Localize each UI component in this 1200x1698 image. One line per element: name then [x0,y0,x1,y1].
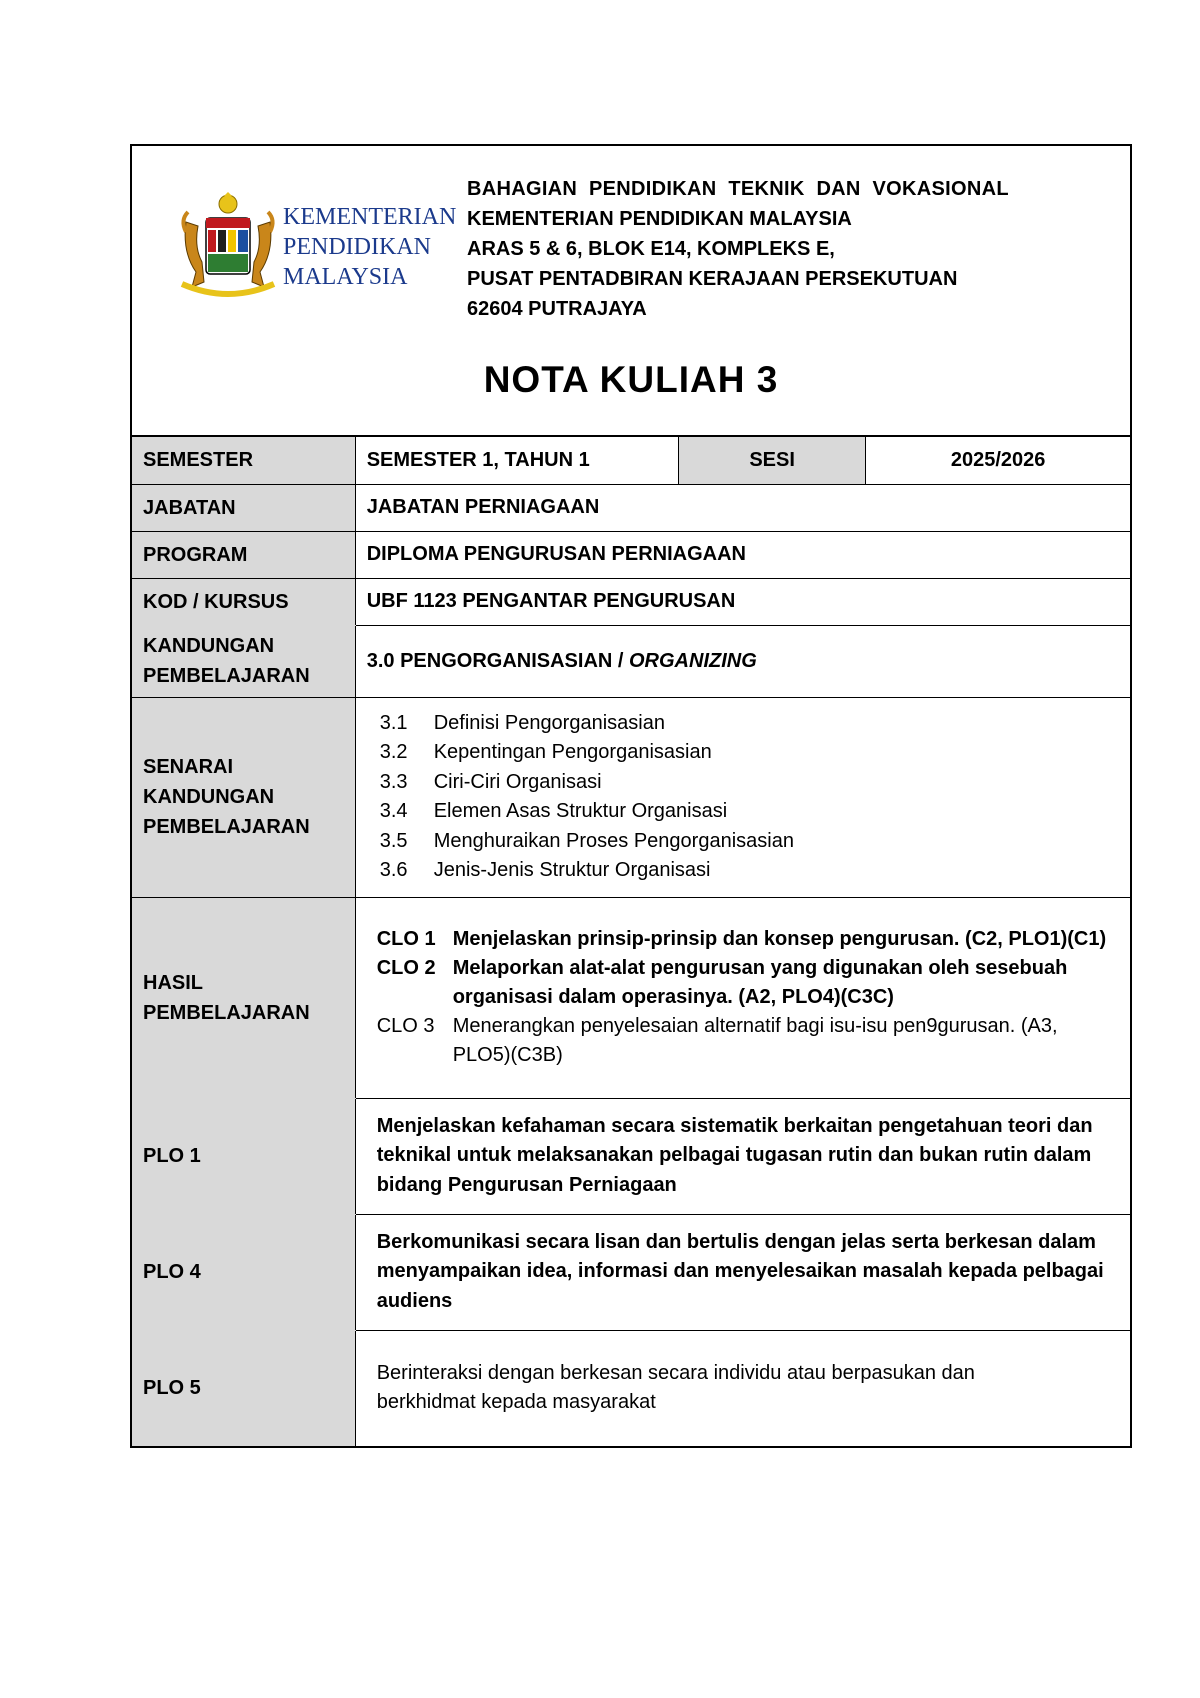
list-item-number: 3.6 [379,859,408,881]
logo-text-malaysia: MALAYSIA [283,264,408,290]
plo-4-label: PLO 4 [132,1214,355,1330]
list-item-text: Ciri-Ciri Organisasi [433,770,602,793]
row-plo-4 [132,1214,1130,1330]
course-info-table [132,437,1130,1446]
list-item [380,797,1119,827]
list-item-number: 3.3 [379,770,408,793]
address-line-2: KEMENTERIAN PENDIDIKAN MALAYSIA [467,208,852,230]
clo-code: CLO 1 [376,928,436,950]
list-item-number: 3.1 [379,711,408,734]
clo-text: Melaporkan alat-alat pengurusan yang digunakan oleh sesebuah organisasi dalam operasinya. (A2, PLO4)(C3C) [452,957,1068,1008]
row-plo-5 [132,1330,1130,1446]
senarai-label-line-2: KANDUNGAN [143,786,275,808]
plo-5-label: PLO 5 [132,1330,355,1446]
kandungan-label-line-1: KANDUNGAN [143,635,275,657]
row-semester [132,437,1130,484]
clo-item [377,925,1110,954]
document-title: NOTA KULIAH 3 [483,359,779,400]
clo-item [377,954,1110,1012]
row-jabatan [132,484,1130,531]
hasil-label-line-1: HASIL [143,971,203,994]
clo-item [377,1012,1110,1070]
clo-code: CLO 2 [376,957,436,979]
document-frame [130,144,1132,1448]
row-kandungan [132,625,1130,697]
list-item-text: Elemen Asas Struktur Organisasi [433,800,728,822]
logo-text-pendidikan: PENDIDIKAN [283,234,431,260]
list-item [380,827,1119,857]
ministry-logo [172,192,457,302]
senarai-label-line-1: SENARAI [143,756,234,778]
program-label: PROGRAM [132,531,355,578]
ministry-address [467,174,1009,324]
list-item-number: 3.2 [379,741,408,763]
kandungan-label [132,625,355,697]
semester-value: SEMESTER 1, TAHUN 1 [355,437,678,484]
row-plo-1 [132,1098,1130,1214]
plo-4-text: Berkomunikasi secara lisan dan bertulis dengan jelas serta berkesan dalam menyampaikan idea, informasi dan menyelesaikan masalah kepada pelbagai audiens [355,1214,1130,1330]
list-item-text: Jenis-Jenis Struktur Organisasi [433,859,711,881]
plo-1-text: Menjelaskan kefahaman secara sistematik berkaitan pengetahuan teori dan teknikal untuk melaksanakan pelbagai tugasan rutin dan bukan rutin dalam bidang Pengurusan Perniagaan [355,1098,1130,1214]
clo-text: Menerangkan penyelesaian alternatif bagi isu-isu pen9gurusan. (A3, PLO5)(C3B) [452,1015,1058,1066]
plo-1-label: PLO 1 [132,1098,355,1214]
logo-text-kementerian: KEMENTERIAN [283,204,457,230]
address-line-5: 62604 PUTRAJAYA [467,298,647,320]
kandungan-value-italic: ORGANIZING [629,649,757,672]
program-value: DIPLOMA PENGURUSAN PERNIAGAAN [355,531,1130,578]
senarai-label [132,697,355,897]
list-item-text: Menghuraikan Proses Pengorganisasian [433,829,794,852]
row-senarai [132,697,1130,897]
list-item-text: Definisi Pengorganisasian [433,711,665,734]
hasil-label [132,897,355,1098]
kandungan-label-line-2: PEMBELAJARAN [143,665,310,687]
list-item [380,856,1119,886]
row-kod [132,578,1130,625]
list-item [380,738,1119,768]
plo-5-text: Berinteraksi dengan berkesan secara individu atau berpasukan dan berkhidmat kepada masyarakat [355,1330,1130,1446]
hasil-list [355,897,1130,1098]
list-item-text: Kepentingan Pengorganisasian [433,741,712,763]
kandungan-value-text: 3.0 PENGORGANISASIAN / [366,649,629,672]
address-line-3: ARAS 5 & 6, BLOK E14, KOMPLEKS E, [467,238,835,260]
row-program [132,531,1130,578]
address-line-1: BAHAGIAN PENDIDIKAN TEKNIK DAN VOKASIONAL [467,178,1009,200]
list-item [380,768,1119,798]
senarai-list [355,697,1130,897]
clo-text: Menjelaskan prinsip-prinsip dan konsep pengurusan. (C2, PLO1)(C1) [452,928,1107,950]
jabatan-value: JABATAN PERNIAGAAN [355,484,1130,531]
list-item-number: 3.4 [379,800,408,822]
coat-of-arms-icon [182,192,274,294]
kod-value: UBF 1123 PENGANTAR PENGURUSAN [355,578,1130,625]
kod-label: KOD / KURSUS [132,578,355,625]
document-header [132,146,1130,437]
sesi-label: SESI [679,437,866,484]
hasil-label-line-2: PEMBELAJARAN [143,1001,310,1024]
row-hasil [132,897,1130,1098]
senarai-label-line-3: PEMBELAJARAN [143,816,310,838]
address-line-4: PUSAT PENTADBIRAN KERAJAAN PERSEKUTUAN [467,268,958,290]
semester-label: SEMESTER [132,437,355,484]
sesi-value: 2025/2026 [866,437,1130,484]
jabatan-label: JABATAN [132,484,355,531]
list-item-number: 3.5 [379,829,408,852]
list-item [380,709,1119,739]
clo-code: CLO 3 [376,1015,435,1037]
kandungan-value [355,625,1130,697]
